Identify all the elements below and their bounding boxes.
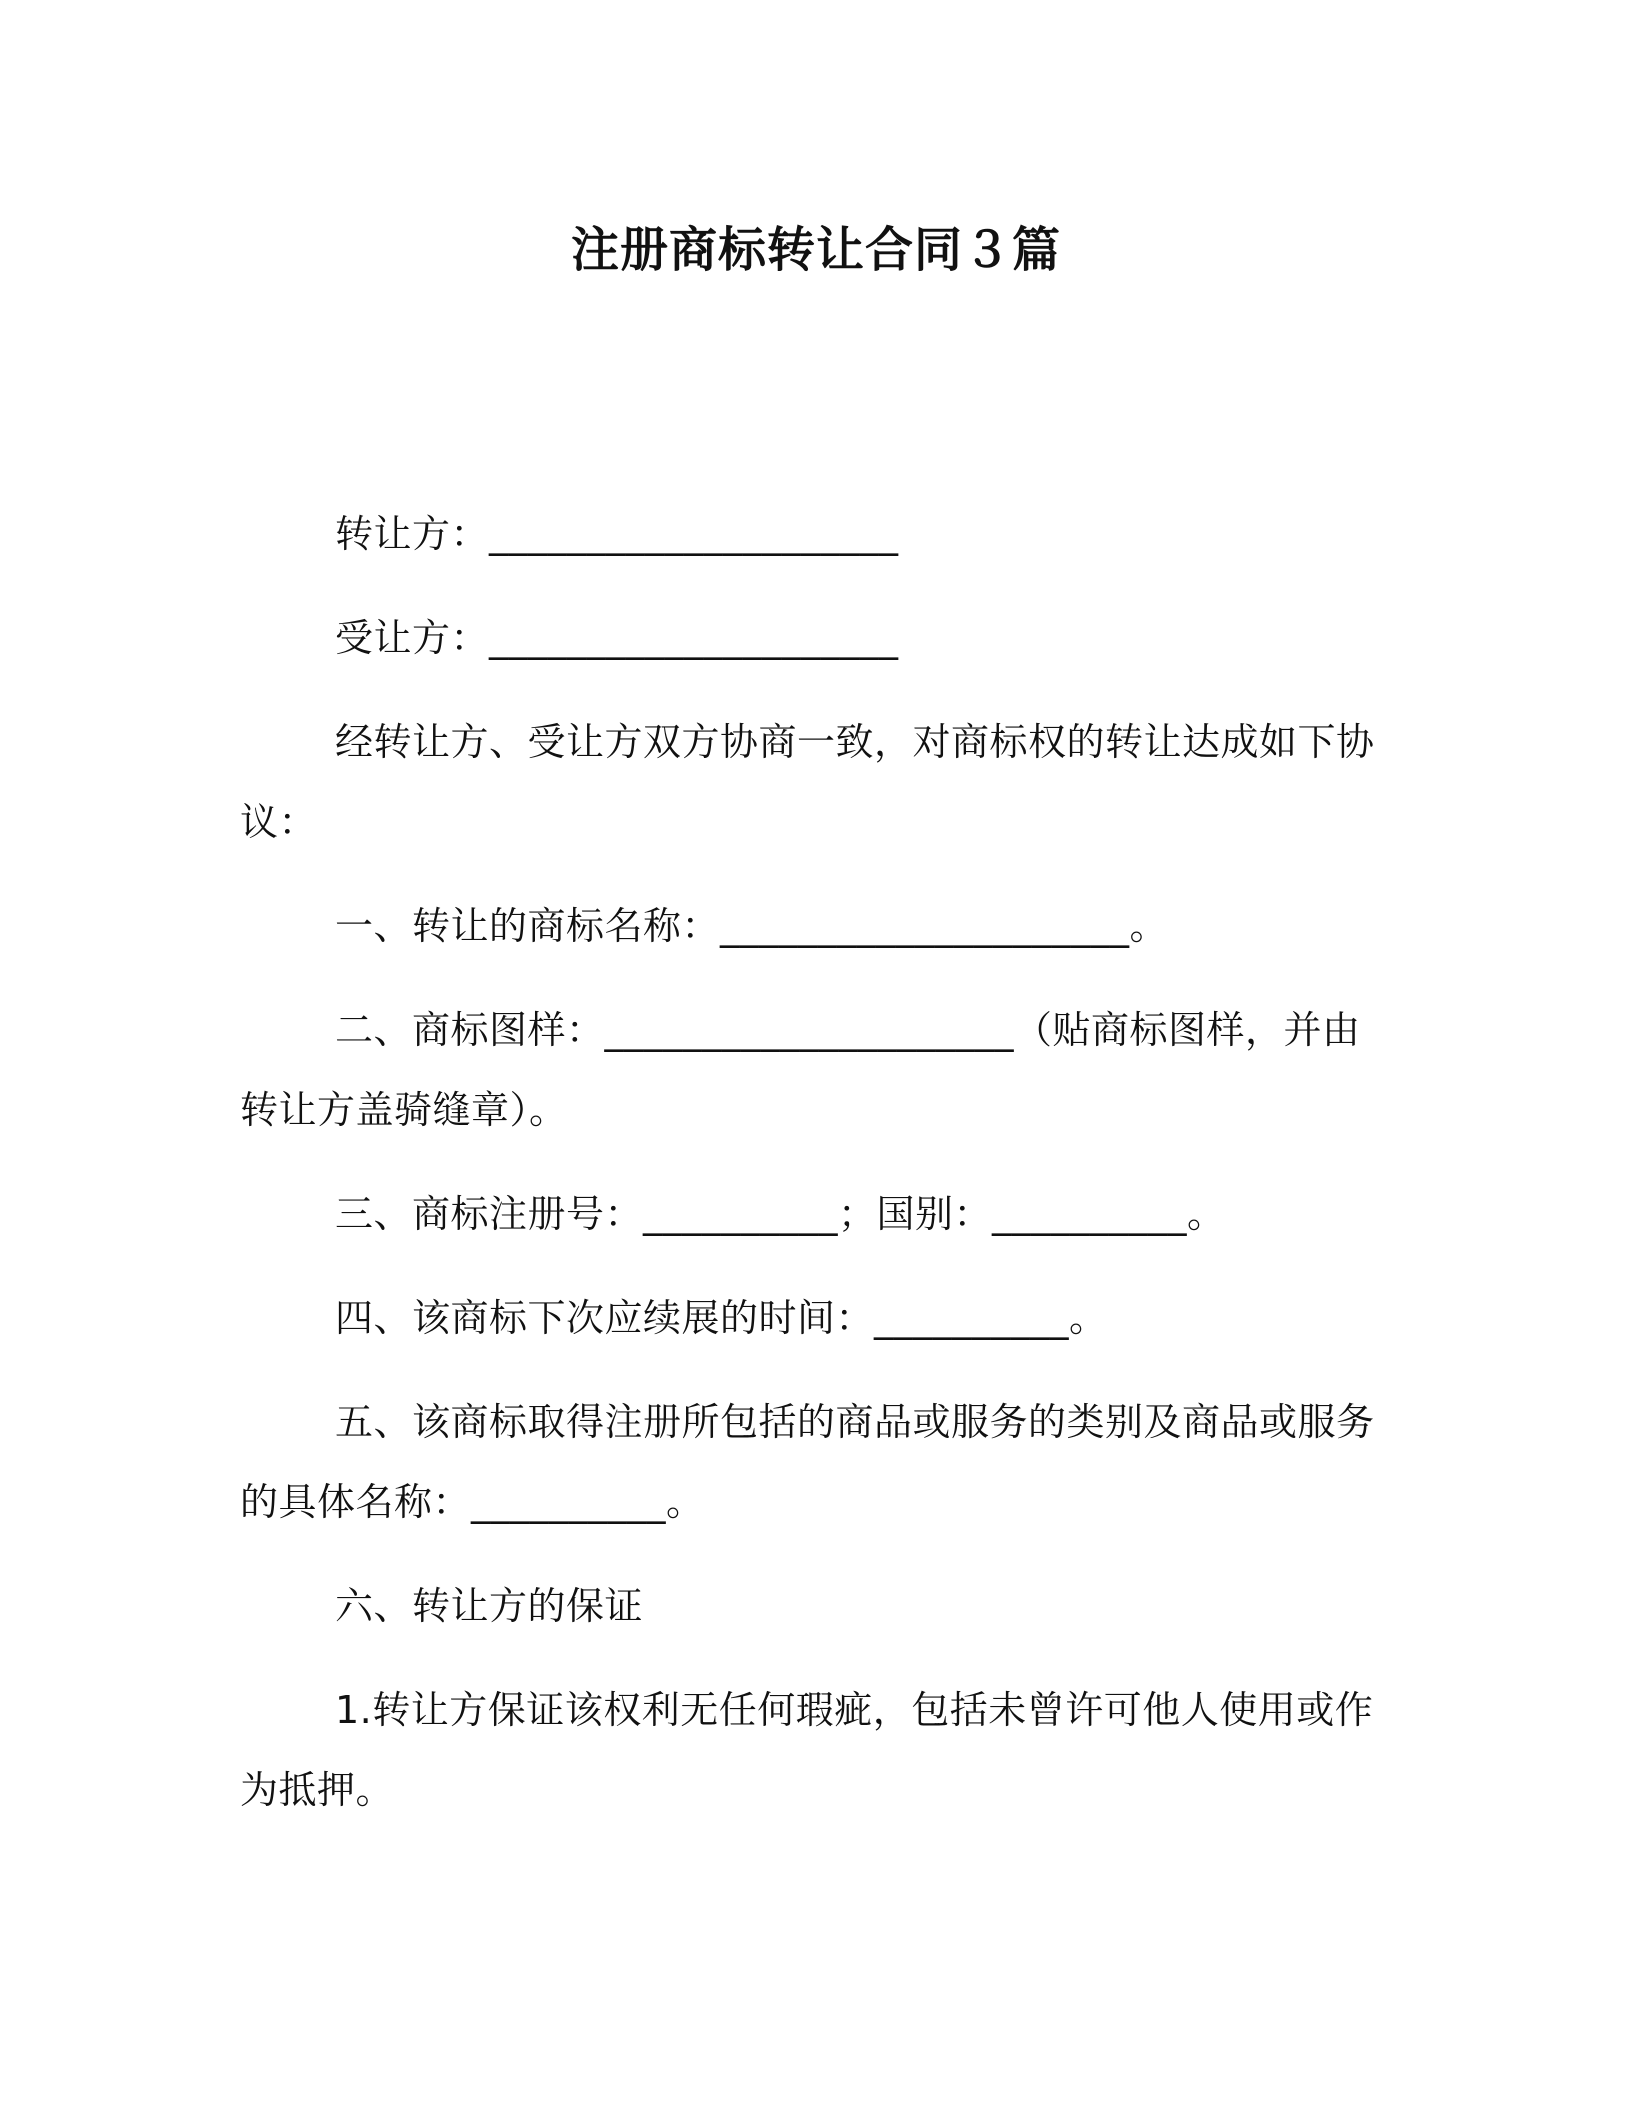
- clause-4-renewal-time: 四、该商标下次应续展的时间：__________。: [335, 1296, 1108, 1340]
- clause-3-registration-number: 三、商标注册号：__________；国别：__________。: [335, 1192, 1226, 1236]
- clause-6-heading: 六、转让方的保证: [335, 1584, 644, 1628]
- clause-2-trademark-sample: 二、商标图样：_____________________（贴商标图样，并由转让方盖骑缝章）。: [240, 1008, 1361, 1132]
- transferor-line: 转让方：_____________________: [335, 512, 899, 556]
- document-body: [240, 494, 1390, 1854]
- clause-1-trademark-name: 一、转让的商标名称：_____________________。: [335, 904, 1169, 948]
- clause-6-item-1: 1.转让方保证该权利无任何瑕疵，包括未曾许可他人使用或作为抵押。: [240, 1688, 1374, 1812]
- agreement-intro: 经转让方、受让方双方协商一致，对商标权的转让达成如下协议：: [240, 720, 1375, 844]
- transferee-line: 受让方：_____________________: [335, 616, 899, 660]
- document-title: 注册商标转让合同３篇: [570, 222, 1061, 278]
- clause-5-goods-services: 五、该商标取得注册所包括的商品或服务的类别及商品或服务的具体名称：__________。: [240, 1400, 1375, 1524]
